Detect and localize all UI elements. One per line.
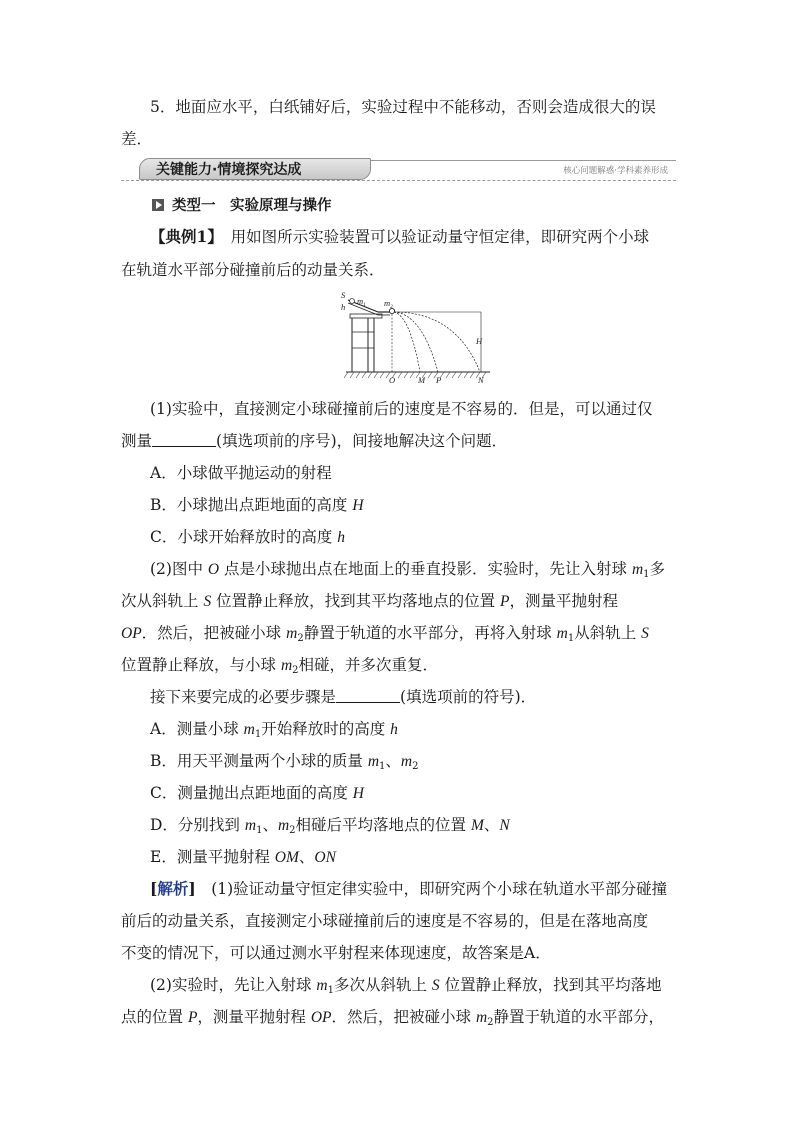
section-banner xyxy=(121,158,676,184)
analysis-p2-line1: (2)实验时，先让入射球 $m_1$多次从斜轨上 S 位置静止释放，找到其平均落地 xyxy=(150,976,662,996)
q2-line4: 位置静止释放，与小球 $m_2$相碰，并多次重复． xyxy=(121,656,439,676)
example-tag: 【典例1】 xyxy=(150,227,216,246)
q2-line1: (2)图中 O 点是小球抛出点在地面上的垂直投影．实验时，先让入射球 $m_1$多 xyxy=(150,560,666,580)
banner-title: 关键能力·情境探究达成 xyxy=(139,158,371,180)
example-line2: 在轨道水平部分碰撞前后的动量关系． xyxy=(121,261,385,279)
q1-option-a: A．小球做平抛运动的射程 xyxy=(150,464,332,482)
play-icon xyxy=(152,199,164,211)
example-line1: 【典例1】 用如图所示实验装置可以验证动量守恒定律，即研究两个小球 xyxy=(150,227,650,246)
analysis-line1: [解析] (1)验证动量守恒定律实验中，即研究两个小球在轨道水平部分碰撞 xyxy=(150,879,668,898)
q2-option-a: A．测量小球 $m_1$开始释放时的高度 h xyxy=(150,720,398,740)
type-heading-text: 类型一 实验原理与操作 xyxy=(172,198,332,214)
q1-line1: (1)实验中，直接测定小球碰撞前后的速度是不容易的．但是，可以通过仅 xyxy=(150,400,653,418)
q2-option-e: E．测量平抛射程 OM、ON xyxy=(150,848,336,866)
label-m2: $m_2$ xyxy=(384,298,393,310)
type-heading xyxy=(152,195,707,217)
q2-line5: 接下来要完成的必要步骤是 (填选项前的符号)． xyxy=(150,688,537,706)
answer-blank-1[interactable] xyxy=(152,432,216,447)
label-h: h xyxy=(341,302,346,312)
label-H: H xyxy=(476,336,483,346)
label-P: P xyxy=(436,375,442,385)
item5-line1: 5．地面应水平，白纸铺好后，实验过程中不能移动，否则会造成很大的误 xyxy=(150,98,656,116)
q2-option-d: D．分别找到 $m_1$、$m_2$相碰后平均落地点的位置 M、N xyxy=(150,816,510,836)
q2-option-c: C．测量抛出点距地面的高度 H xyxy=(150,784,364,802)
q2-option-b: B．用天平测量两个小球的质量 $m_1$、$m_2$ xyxy=(150,752,419,772)
experiment-diagram xyxy=(338,288,498,386)
q2-line3: OP．然后，把被碰小球 $m_2$静置于轨道的水平部分，再将入射球 $m_1$从斜轨上 S xyxy=(121,624,649,644)
banner-right-note: 核心问题解惑·学科素养形成 xyxy=(563,166,668,176)
analysis-line2: 前后的动量关系，直接测定小球碰撞前后的速度是不容易的，但是在落地高度 xyxy=(121,912,649,930)
analysis-tag: [解析] xyxy=(150,879,196,898)
item5-line2: 差． xyxy=(121,130,153,148)
analysis-line3: 不变的情况下，可以通过测水平射程来体现速度，故答案是A． xyxy=(121,944,551,962)
label-O: O xyxy=(389,375,396,385)
q1-option-c: C．小球开始释放时的高度 h xyxy=(150,528,346,546)
q2-line2: 次从斜轨上 S 位置静止释放，找到其平均落地点的位置 P，测量平抛射程 xyxy=(121,592,619,610)
answer-blank-2[interactable] xyxy=(336,688,400,703)
label-M: M xyxy=(418,375,426,385)
label-S: S xyxy=(341,290,346,300)
label-m1: $m_1$ xyxy=(357,296,366,308)
q1-option-b: B．小球抛出点距地面的高度 H xyxy=(150,496,364,514)
banner-top-rule xyxy=(351,160,676,161)
label-N: N xyxy=(478,375,484,385)
q1-line2: 测量 (填选项前的序号)，间接地解决这个问题． xyxy=(121,432,508,450)
analysis-p2-line2: 点的位置 P，测量平抛射程 OP．然后，把被碰小球 $m_2$静置于轨道的水平部分， xyxy=(121,1008,665,1028)
